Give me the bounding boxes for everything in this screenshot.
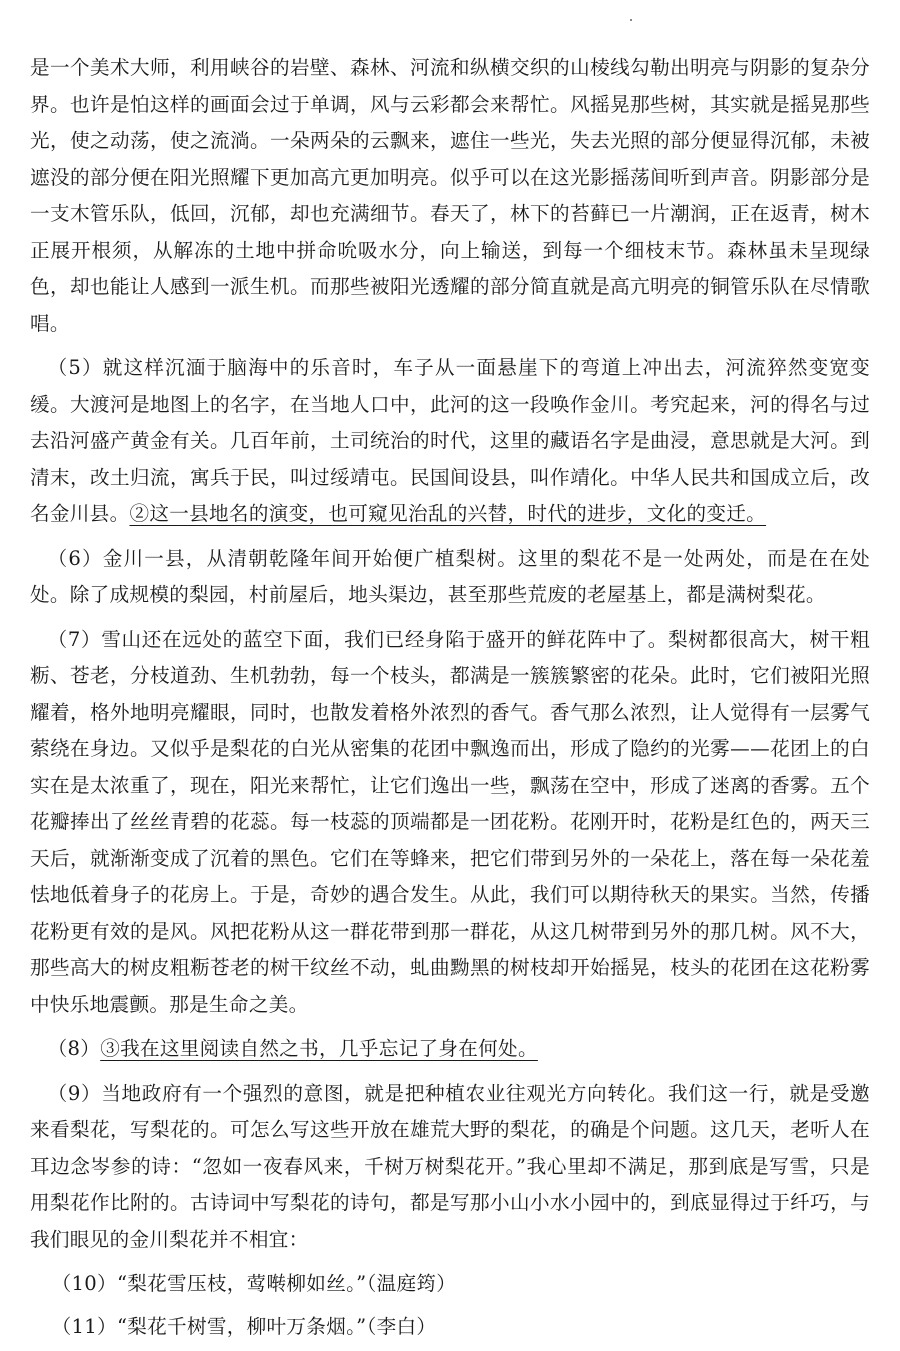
poem-quote: （11）“梨花千树雪，柳叶万条烟。”（李白） xyxy=(51,1314,437,1338)
poem-quote: （10）“梨花雪压枝，莺啭柳如丝。”（温庭筠） xyxy=(51,1272,457,1295)
paragraph-6 xyxy=(30,541,870,614)
paragraph-text: 是一个美术大师，利用峡谷的岩壁、森林、河流和纵横交织的山棱线勾勒出明亮与阴影的复杂分界。也许是怕这样的画面会过于单调，风与云彩都会来帮忙。风摇晃那些树，其实就是摇晃那些光，使之动荡，使之流淌。一朵两朵的云飘来，遮住一些光，失去光照的部分便显得沉郁，未被遮没的部分便在阳光照耀下更加高亢更加明亮。似乎可以在这光影摇荡间听到声音。阴影部分是一支木管乐队，低回，沉郁，却也充满细节。春天了，林下的苔藓已一片潮润，正在返青，树木正展开根须，从解冻的土地中拼命吮吸水分，向上输送，到每一个细枝末节。森林虽未呈现绿色，却也能让人感到一派生机。而那些被阳光透耀的部分简直就是高亢明亮的铜管乐队在尽情歌唱。 xyxy=(30,56,870,335)
paragraph-8 xyxy=(30,1031,870,1068)
underlined-sentence-2: ②这一县地名的演变，也可窥见治乱的兴替，时代的进步，文化的变迁。 xyxy=(129,502,767,525)
paragraph-text: （6）金川一县，从清朝乾隆年间开始便广植梨树。这里的梨花不是一处两处，而是在在处处。除了成规模的梨园，村前屋后，地头渠边，甚至那些荒废的老屋基上，都是满树梨花。 xyxy=(30,546,870,606)
paragraph-number: （8） xyxy=(47,1037,101,1060)
paragraph-text: （7）雪山还在远处的蓝空下面，我们已经身陷于盛开的鲜花阵中了。梨树都很高大，树干粗粝、苍老，分枝道劲、生机勃勃，每一个枝头，都满是一簇簇繁密的花朵。此时，它们被阳光照耀着，格外地明亮耀眼，同时，也散发着格外浓烈的香气。香气那么浓烈，让人觉得有一层雾气萦绕在身边。又似乎是梨花的白光从密集的花团中飘逸而出，形成了隐约的光雾——花团上的白实在是太浓重了，现在，阳光来帮忙，让它们逸出一些，飘荡在空中，形成了迷离的香雾。五个花瓣捧出了丝丝青碧的花蕊。每一枝蕊的顶端都是一团花粉。花刚开时，花粉是红色的，两天三天后，就渐渐变成了沉着的黑色。它们在等蜂来，把它们带到另外的一朵花上，落在每一朵花羞怯地低着身子的花房上。于是，奇妙的遇合发生。从此，我们可以期待秋天的果实。当然，传播花粉更有效的是风。风把花粉从这一群花带到那一群花，从这几树带到另外的那几树。风不大，那些高大的树皮粗粝苍老的树干纹丝不动，虬曲黝黑的树枝却开始摇晃，枝头的花团在这花粉雾中快乐地震颤。那是生命之美。 xyxy=(30,627,870,1016)
paragraph-11 xyxy=(30,1309,870,1346)
paragraph-7 xyxy=(30,622,870,1024)
paragraph-text: （5）就这样沉湎于脑海中的乐音时，车子从一面悬崖下的弯道上冲出去，河流猝然变宽变缓。大渡河是地图上的名字，在当地人口中，此河的这一段唤作金川。考究起来，河的得名与过去沿河盛产黄金有关。几百年前，土司统治的时代，这里的藏语名字是曲浸，意思就是大河。到清末，改土归流，寓兵于民，叫过绥靖屯。民国间设县，叫作靖化。中华人民共和国成立后，改名金川县。 xyxy=(30,356,870,525)
paragraph-5 xyxy=(30,350,870,533)
document-page xyxy=(30,50,870,1351)
paragraph-9 xyxy=(30,1076,870,1259)
paragraph-continued xyxy=(30,50,870,342)
scan-speck xyxy=(630,19,632,21)
paragraph-10 xyxy=(30,1266,870,1303)
paragraph-text: （9）当地政府有一个强烈的意图，就是把种植农业往观光方向转化。我们这一行，就是受邀来看梨花，写梨花的。可怎么写这些开放在雄荒大野的梨花，的确是个问题。这几天，老听人在耳边念岑参的诗：“忽如一夜春风来，千树万树梨花开。”我心里却不满足，那到底是写雪，只是用梨花作比附的。古诗词中写梨花的诗句，都是写那小山小水小园中的，到底显得过于纤巧，与我们眼见的金川梨花并不相宜： xyxy=(30,1081,870,1251)
underlined-sentence-3: ③我在这里阅读自然之书，几乎忘记了身在何处。 xyxy=(100,1037,538,1060)
